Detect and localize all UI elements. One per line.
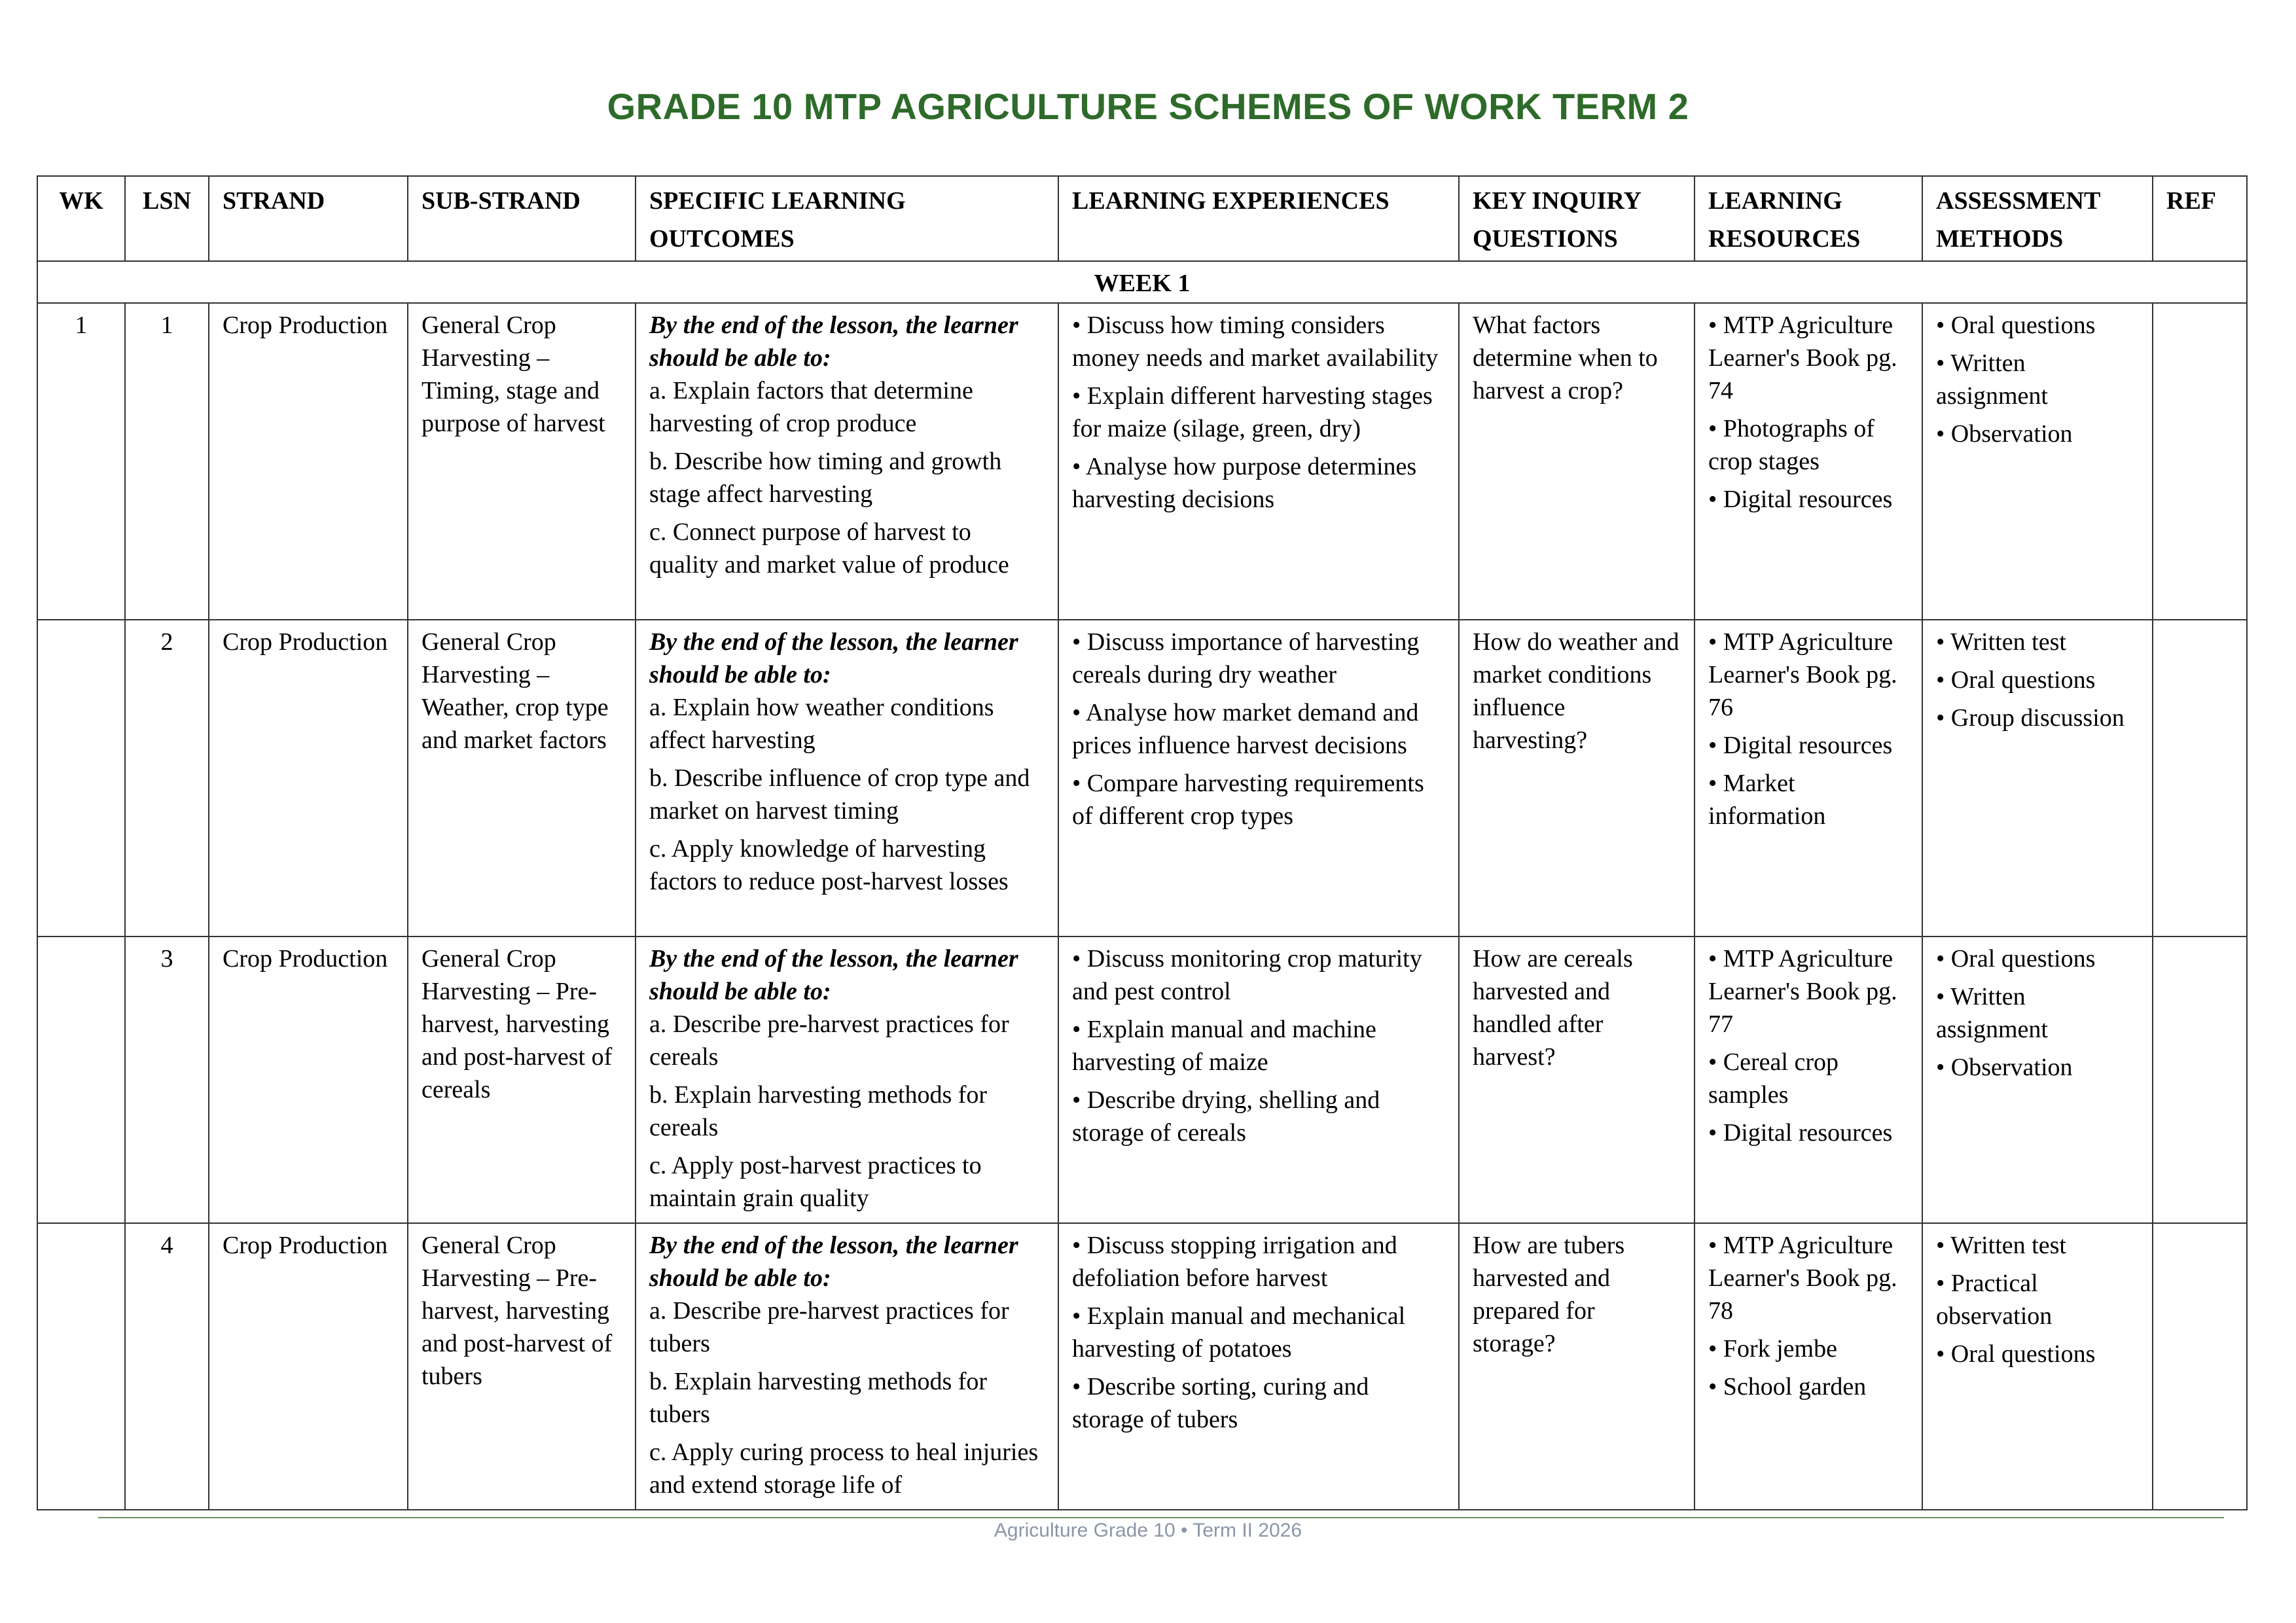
assessment-cell	[1922, 620, 2153, 936]
question-cell: How are tubers harvested and prepared for storage?	[1459, 1223, 1695, 1510]
question-cell: How do weather and market conditions influence harvesting?	[1459, 620, 1695, 936]
header-ref: REF	[2153, 176, 2247, 261]
experience-item: • Discuss importance of harvesting cereals during dry weather	[1072, 628, 1420, 688]
assessment-cell	[1922, 936, 2153, 1223]
resource-item: • MTP Agriculture Learner's Book pg. 77	[1708, 945, 1897, 1038]
resources-cell	[1695, 936, 1922, 1223]
resource-item: • MTP Agriculture Learner's Book pg. 78	[1708, 1232, 1897, 1325]
experience-item: • Explain manual and mechanical harvesting of potatoes	[1072, 1302, 1406, 1363]
wk-cell	[37, 1223, 125, 1510]
outcomes-intro: By the end of the lesson, the learner should be able to:	[649, 628, 1018, 688]
outcome-item: a. Describe pre-harvest practices for cereals	[649, 1010, 1009, 1071]
sub-strand-cell: General Crop Harvesting – Pre-harvest, harvesting and post-harvest of cereals	[408, 936, 636, 1223]
outcomes-cell	[636, 620, 1058, 936]
experience-item: • Explain different harvesting stages for maize (silage, green, dry)	[1072, 382, 1433, 442]
week-row	[37, 261, 2247, 303]
resource-item: • Fork jembe	[1708, 1335, 1837, 1363]
resources-cell	[1695, 620, 1922, 936]
header-strand: STRAND	[209, 176, 408, 261]
assessment-item: • Practical observation	[1936, 1270, 2053, 1330]
assessment-item: • Written test	[1936, 628, 2066, 656]
outcomes-cell	[636, 1223, 1058, 1510]
experience-item: • Discuss how timing considers money needs and market availability	[1072, 312, 1439, 372]
sub-strand-cell: General Crop Harvesting – Weather, crop type and market factors	[408, 620, 636, 936]
wk-cell	[37, 620, 125, 936]
resource-item: • Digital resources	[1708, 1119, 1893, 1147]
experience-item: • Describe drying, shelling and storage of cereals	[1072, 1086, 1380, 1147]
outcome-item: c. Apply curing process to heal injuries and extend storage life of	[649, 1438, 1039, 1499]
header-outcomes: SPECIFIC LEARNING OUTCOMES	[636, 176, 1058, 261]
outcome-item: c. Apply knowledge of harvesting factors to reduce post-harvest losses	[649, 835, 1009, 895]
outcome-item: b. Explain harvesting methods for tubers	[649, 1368, 988, 1428]
experiences-cell	[1058, 303, 1459, 620]
schemes-of-work-table	[37, 175, 2248, 1510]
assessment-item: • Oral questions	[1936, 945, 2096, 972]
lsn-cell: 2	[125, 620, 209, 936]
wk-cell: 1	[37, 303, 125, 620]
lsn-cell: 4	[125, 1223, 209, 1510]
footer-rule	[98, 1517, 2224, 1518]
outcome-item: c. Apply post-harvest practices to maintain grain quality	[649, 1152, 982, 1212]
ref-cell	[2153, 1223, 2247, 1510]
resource-item: • Market information	[1708, 770, 1826, 830]
page-footer: Agriculture Grade 10 • Term II 2026	[994, 1520, 1302, 1541]
outcome-item: a. Explain factors that determine harvesting of crop produce	[649, 377, 973, 437]
ref-cell	[2153, 620, 2247, 936]
header-row	[37, 176, 2247, 261]
assessment-cell	[1922, 1223, 2153, 1510]
ref-cell	[2153, 303, 2247, 620]
table-row	[37, 936, 2247, 1223]
resources-cell	[1695, 303, 1922, 620]
header-experiences: LEARNING EXPERIENCES	[1058, 176, 1459, 261]
outcomes-cell	[636, 936, 1058, 1223]
header-sub-strand: SUB-STRAND	[408, 176, 636, 261]
outcome-item: b. Explain harvesting methods for cereals	[649, 1081, 988, 1141]
outcome-item: a. Describe pre-harvest practices for tubers	[649, 1297, 1009, 1357]
outcome-item: b. Describe how timing and growth stage affect harvesting	[649, 448, 1002, 508]
experiences-cell	[1058, 1223, 1459, 1510]
outcomes-cell	[636, 303, 1058, 620]
resource-item: • Digital resources	[1708, 732, 1893, 759]
header-resources: LEARNING RESOURCES	[1695, 176, 1922, 261]
header-lsn: LSN	[125, 176, 209, 261]
experiences-cell	[1058, 620, 1459, 936]
experience-item: • Discuss monitoring crop maturity and pest control	[1072, 945, 1422, 1005]
strand-cell: Crop Production	[209, 936, 408, 1223]
resource-item: • MTP Agriculture Learner's Book pg. 76	[1708, 628, 1897, 721]
sub-strand-cell: General Crop Harvesting – Pre-harvest, harvesting and post-harvest of tubers	[408, 1223, 636, 1510]
resources-cell	[1695, 1223, 1922, 1510]
sub-strand-cell: General Crop Harvesting – Timing, stage and purpose of harvest	[408, 303, 636, 620]
strand-cell: Crop Production	[209, 620, 408, 936]
assessment-item: • Group discussion	[1936, 704, 2125, 732]
experience-item: • Explain manual and machine harvesting of maize	[1072, 1016, 1376, 1076]
week-label: WEEK 1	[37, 261, 2247, 303]
assessment-item: • Oral questions	[1936, 312, 2096, 339]
experience-item: • Discuss stopping irrigation and defoliation before harvest	[1072, 1232, 1397, 1292]
experiences-cell	[1058, 936, 1459, 1223]
header-wk: WK	[37, 176, 125, 261]
lsn-cell: 3	[125, 936, 209, 1223]
assessment-item: • Written test	[1936, 1232, 2066, 1259]
experience-item: • Analyse how purpose determines harvesting decisions	[1072, 453, 1417, 513]
outcomes-intro: By the end of the lesson, the learner should be able to:	[649, 1232, 1018, 1292]
assessment-item: • Written assignment	[1936, 349, 2048, 410]
strand-cell: Crop Production	[209, 303, 408, 620]
ref-cell	[2153, 936, 2247, 1223]
assessment-item: • Oral questions	[1936, 1340, 2096, 1368]
resource-item: • School garden	[1708, 1373, 1867, 1400]
experience-item: • Compare harvesting requirements of different crop types	[1072, 770, 1424, 830]
resource-item: • Cereal crop samples	[1708, 1048, 1839, 1109]
strand-cell: Crop Production	[209, 1223, 408, 1510]
question-cell: What factors determine when to harvest a crop?	[1459, 303, 1695, 620]
assessment-cell	[1922, 303, 2153, 620]
assessment-item: • Observation	[1936, 420, 2073, 448]
table-row	[37, 303, 2247, 620]
outcome-item: a. Explain how weather conditions affect harvesting	[649, 694, 994, 754]
assessment-item: • Oral questions	[1936, 666, 2096, 694]
page-title: GRADE 10 MTP AGRICULTURE SCHEMES OF WORK TERM 2	[607, 86, 1689, 127]
resource-item: • MTP Agriculture Learner's Book pg. 74	[1708, 312, 1897, 404]
assessment-item: • Written assignment	[1936, 983, 2048, 1043]
outcomes-intro: By the end of the lesson, the learner should be able to:	[649, 312, 1018, 372]
lsn-cell: 1	[125, 303, 209, 620]
resource-item: • Digital resources	[1708, 486, 1893, 513]
experience-item: • Analyse how market demand and prices influence harvest decisions	[1072, 699, 1419, 759]
header-questions: KEY INQUIRY QUESTIONS	[1459, 176, 1695, 261]
outcomes-intro: By the end of the lesson, the learner should be able to:	[649, 945, 1018, 1005]
assessment-item: • Observation	[1936, 1054, 2073, 1081]
header-assessment: ASSESSMENT METHODS	[1922, 176, 2153, 261]
table-row	[37, 1223, 2247, 1510]
experience-item: • Describe sorting, curing and storage of tubers	[1072, 1373, 1369, 1433]
resource-item: • Photographs of crop stages	[1708, 415, 1874, 475]
outcome-item: c. Connect purpose of harvest to quality and market value of produce	[649, 518, 1009, 579]
outcome-item: b. Describe influence of crop type and market on harvest timing	[649, 764, 1030, 825]
table-row	[37, 620, 2247, 936]
question-cell: How are cereals harvested and handled after harvest?	[1459, 936, 1695, 1223]
wk-cell	[37, 936, 125, 1223]
